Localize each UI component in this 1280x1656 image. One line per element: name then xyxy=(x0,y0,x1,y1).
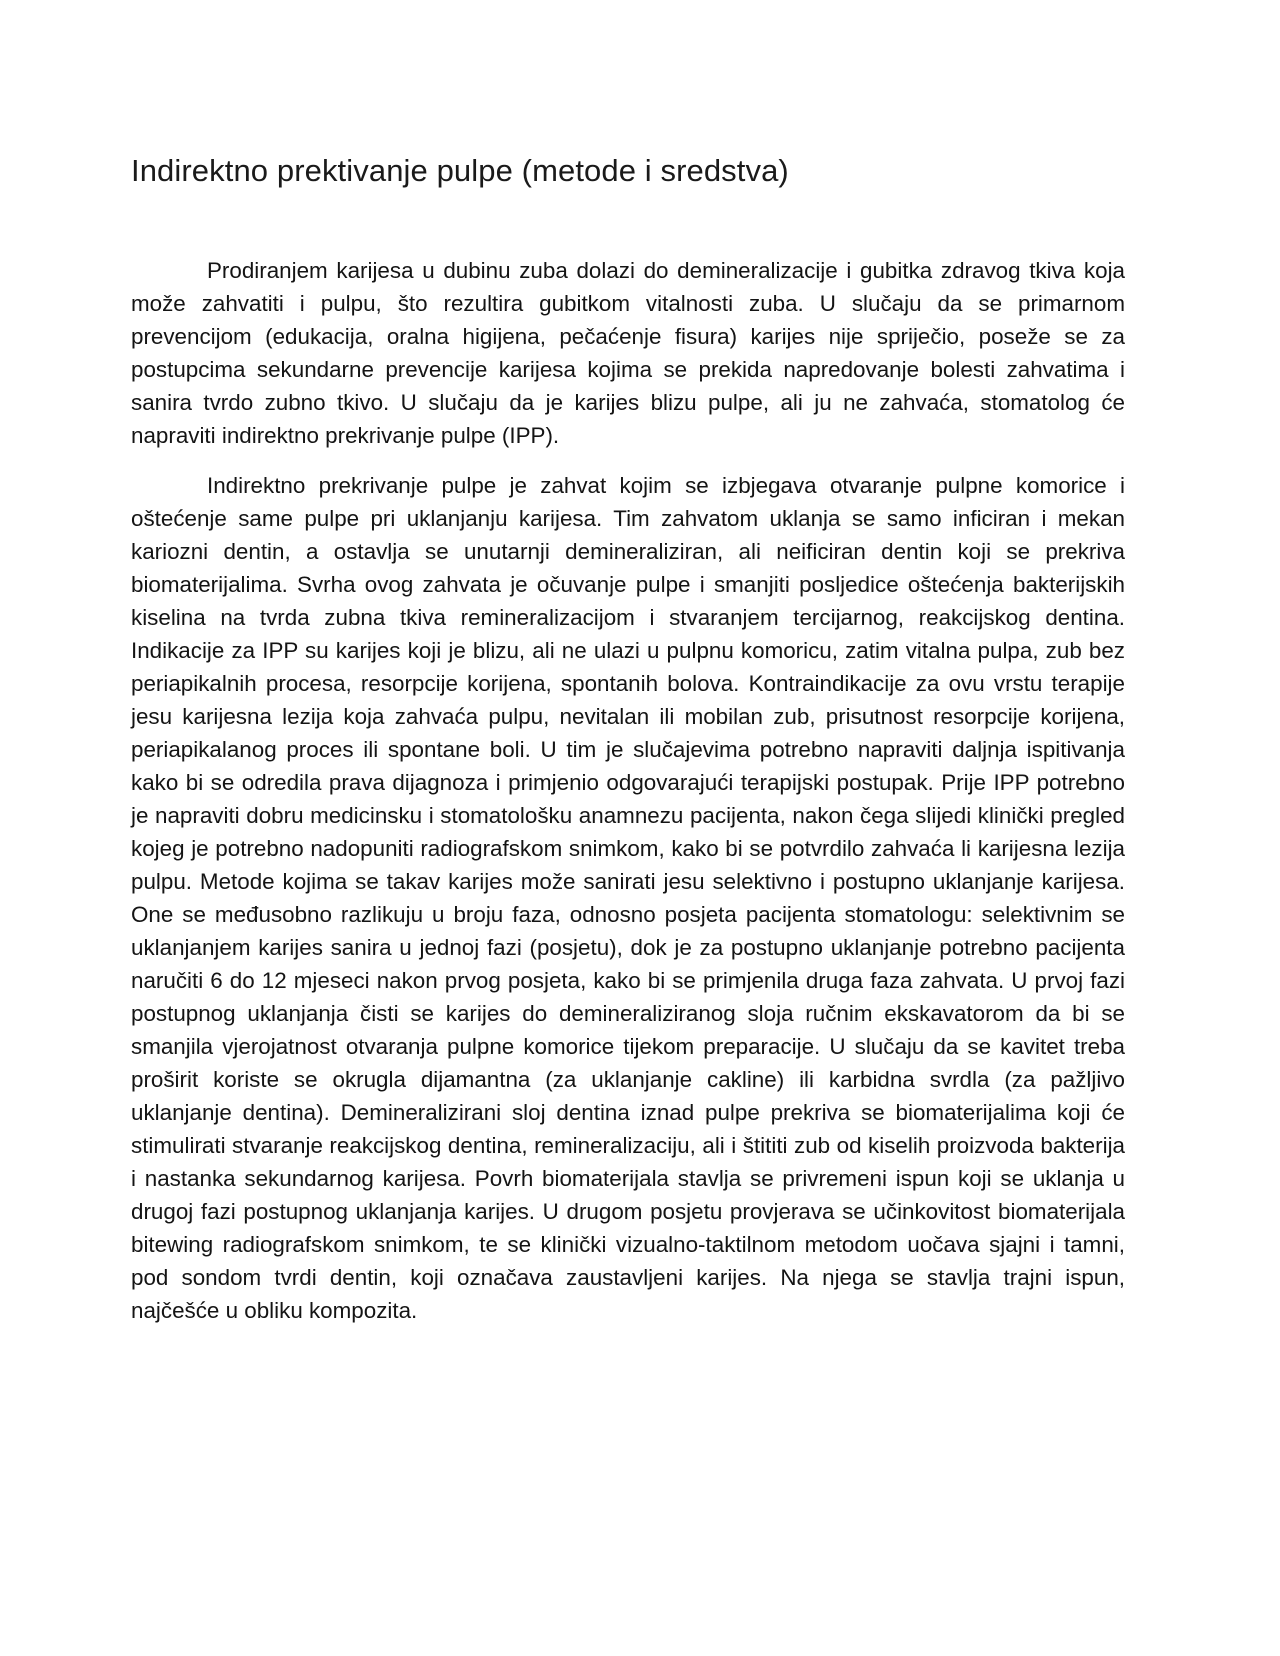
paragraph-intro: Prodiranjem karijesa u dubinu zuba dolazi do demineralizacije i gubitka zdravog tkiva koja može zahvatiti i pulpu, što rezultira gubitkom vitalnosti zuba. U slučaju da se primarnom prevencijom (edukacija, oralna higijena, pečaćenje fisura) karijes nije spriječio, poseže se za postupcima sekundarne prevencije karijesa kojima se prekida napredovanje bolesti zahvatima i sanira tvrdo zubno tkivo. U slučaju da je karijes blizu pulpe, ali ju ne zahvaća, stomatolog će napraviti indirektno prekrivanje pulpe (IPP). xyxy=(131,258,1125,448)
paragraph-indirect-pulp-capping: Indirektno prekrivanje pulpe je zahvat kojim se izbjegava otvaranje pulpne komorice i oštećenje same pulpe pri uklanjanju karijesa. Tim zahvatom uklanja se samo inficiran i mekan kariozni dentin, a ostavlja se unutarnji demineraliziran, ali neificiran dentin koji se prekriva biomaterijalima. Svrha ovog zahvata je očuvanje pulpe i smanjiti posljedice oštećenja bakterijskih kiselina na tvrda zubna tkiva remineralizacijom i stvaranjem tercijarnog, reakcijskog dentina. Indikacije za IPP su karijes koji je blizu, ali ne ulazi u pulpnu komoricu, zatim vitalna pulpa, zub bez periapikalnih procesa, resorpcije korijena, spontanih bolova. Kontraindikacije za ovu vrstu terapije jesu karijesna lezija koja zahvaća pulpu, nevitalan ili mobilan zub, prisutnost resorpcije korijena, periapikalanog proces ili spontane boli. U tim je slučajevima potrebno napraviti daljnja ispitivanja kako bi se odredila prava dijagnoza i primjenio odgovarajući terapijski postupak. Prije IPP potrebno je napraviti dobru medicinsku i stomatološku anamnezu pacijenta, nakon čega slijedi klinički pregled kojeg je potrebno nadopuniti radiografskom snimkom, kako bi se potvrdilo zahvaća li karijesna lezija pulpu. Metode kojima se takav karijes može sanirati jesu selektivno i postupno uklanjanje karijesa. One se međusobno razlikuju u broju faza, odnosno posjeta pacijenta stomatologu: selektivnim se uklanjanjem karijes sanira u jednoj fazi (posjetu), dok je za postupno uklanjanje potrebno pacijenta naručiti 6 do 12 mjeseci nakon prvog posjeta, kako bi se primjenila druga faza zahvata. U prvoj fazi postupnog uklanjanja čisti se karijes do demineraliziranog sloja ručnim ekskavatorom da bi se smanjila vjerojatnost otvaranja pulpne komorice tijekom preparacije. U slučaju da se kavitet treba proširit koriste se okrugla dijamantna (za uklanjanje cakline) ili karbidna svrdla (za pažljivo uklanjanje dentina). Demineralizirani sloj dentina iznad pulpe prekriva se biomaterijalima koji će stimulirati stvaranje reakcijskog dentina, remineralizaciju, ali i štititi zub od kiselih proizvoda bakterija i nastanka sekundarnog karijesa. Povrh biomaterijala stavlja se privremeni ispun koji se uklanja u drugoj fazi postupnog uklanjanja karijes. U drugom posjetu provjerava se učinkovitost biomaterijala bitewing radiografskom snimkom, te se klinički vizualno-taktilnom metodom uočava sjajni i tamni, pod sondom tvrdi dentin, koji označava zaustavljeni karijes. Na njega se stavlja trajni ispun, najčešće u obliku kompozita. xyxy=(131,473,1125,1323)
document-body xyxy=(131,148,1125,1327)
document-title: Indirektno prektivanje pulpe (metode i sredstva) xyxy=(131,153,789,188)
